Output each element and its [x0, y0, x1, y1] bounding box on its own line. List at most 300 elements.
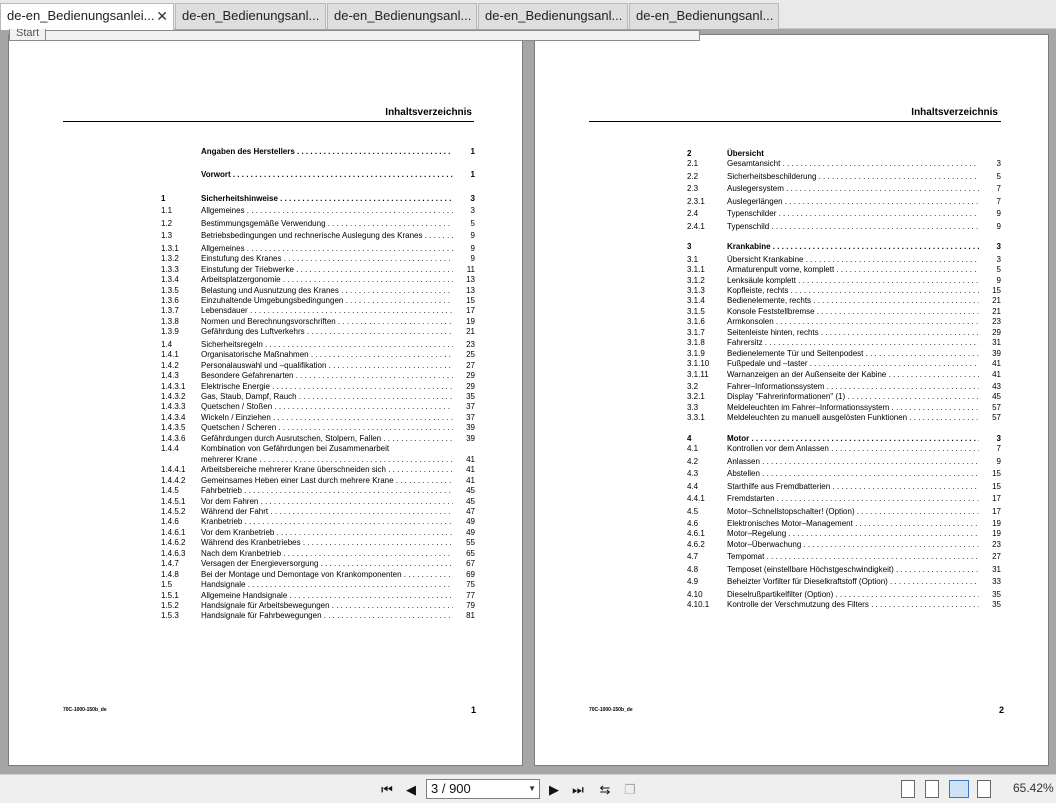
toc-title: Meldeleuchten im Fahrer–Informationssystem . . . [727, 402, 979, 413]
toc-entry [687, 264, 1001, 275]
chevron-down-icon[interactable]: ▼ [528, 784, 536, 793]
toc-number: 2.1 [687, 159, 699, 169]
header-rule [63, 121, 474, 122]
toc-entry [687, 158, 1001, 169]
toc-title: Kontrolle der Verschmutzung des Filters . . . [727, 599, 979, 610]
toc-entry [161, 316, 475, 327]
toc-number: 3.3.1 [687, 413, 705, 423]
toc-title: Allgemeines . . . [201, 205, 453, 216]
toc-number: 4.6.1 [687, 529, 705, 539]
tab-label: de-en_Bedienungsanl... [636, 8, 774, 23]
toc-title: Tempomat . . . [727, 551, 979, 562]
toc-number: 4.5 [687, 506, 699, 516]
toc-entry [687, 443, 1001, 454]
toc-title: Bestimmungsgemäße Verwendung . . . [201, 218, 453, 229]
toc-page: 37 [466, 402, 475, 412]
toc-entry [687, 564, 1001, 575]
toc-number: 1.4.5.2 [161, 506, 186, 516]
toc-number: 1.3.3 [161, 264, 179, 274]
toc-page: 57 [992, 413, 1001, 423]
tab-label: de-en_Bedienungsanlei... [7, 8, 155, 23]
toc-title: Versagen der Energieversorgung . . . [201, 558, 453, 569]
toc-list [687, 148, 1001, 618]
toc-entry [161, 558, 475, 569]
toc-entry [161, 454, 475, 465]
toc-number: 2.4.1 [687, 221, 705, 231]
toc-page: 27 [466, 360, 475, 370]
toc-number: 3.1.11 [687, 369, 709, 379]
toc-entry [687, 551, 1001, 562]
single-page-icon[interactable] [901, 780, 915, 798]
toc-entry [687, 369, 1001, 380]
toc-list [161, 146, 475, 626]
close-icon[interactable]: ✕ [156, 8, 168, 24]
toc-number: 1.3 [161, 231, 173, 241]
toc-number: 1.3.1 [161, 243, 179, 253]
toc-page: 17 [992, 494, 1001, 504]
toc-entry [161, 569, 475, 580]
toc-entry [161, 193, 475, 204]
toc-title: Übersicht Krankabine . . . [727, 254, 979, 265]
continuous-icon[interactable] [925, 780, 939, 798]
toc-number: 1.4.6.2 [161, 538, 186, 548]
toc-entry [161, 339, 475, 350]
document-viewport[interactable] [0, 29, 1056, 774]
toc-title: Fahrbetrieb . . . [201, 485, 453, 496]
toc-entry [687, 539, 1001, 550]
toc-page: 23 [992, 317, 1001, 327]
toc-entry [161, 205, 475, 216]
toc-title: Bedienelemente, rechts . . . [727, 295, 979, 306]
toc-entry [687, 412, 1001, 423]
toc-entry [687, 518, 1001, 529]
toc-number: 1.4.8 [161, 569, 179, 579]
prev-page-icon[interactable]: ◀ [406, 782, 416, 797]
toc-number: 1.3.8 [161, 316, 179, 326]
toc-title: mehrerer Krane . . . [201, 454, 453, 465]
toc-entry [687, 221, 1001, 232]
toc-page: 21 [992, 306, 1001, 316]
toc-title: Sicherheitsregeln . . . [201, 339, 453, 350]
document-page-1 [8, 34, 523, 766]
toc-title: Lenksäule komplett . . . [727, 275, 979, 286]
toc-entry [161, 610, 475, 621]
toc-page: 33 [992, 577, 1001, 587]
start-strip [44, 30, 700, 41]
toc-entry [687, 481, 1001, 492]
toc-title: Sicherheitsbeschilderung . . . [727, 171, 979, 182]
toc-number: 1.4.5 [161, 486, 179, 496]
toc-entry [161, 169, 475, 180]
toc-title: Personalauswahl und –qualifikation . . . [201, 360, 453, 371]
toc-entry [161, 326, 475, 337]
toc-title: Motor–Schnellstopschalter! (Option) . . . [727, 506, 979, 517]
toc-page: 31 [992, 564, 1001, 574]
toc-title: Wickeln / Einziehen . . . [201, 412, 453, 423]
toc-entry [687, 295, 1001, 306]
toc-entry [161, 485, 475, 496]
copy-icon[interactable]: ❐ [624, 782, 636, 797]
toc-title: Normen und Berechnungsvorschriften . . . [201, 316, 453, 327]
toc-number: 2 [687, 149, 692, 158]
toc-number: 2.2 [687, 171, 699, 181]
toc-page: 9 [996, 221, 1001, 231]
toc-entry [161, 146, 475, 157]
toc-entry [687, 316, 1001, 327]
page-number: 1 [470, 705, 476, 715]
toc-number: 3.1.9 [687, 348, 705, 358]
toc-title: Nach dem Kranbetrieb . . . [201, 548, 453, 559]
toc-title: Arbeitsbereiche mehrerer Krane überschneiden sich . . . [201, 464, 453, 475]
toc-title: Einstufung des Kranes . . . [201, 253, 453, 264]
toc-page: 9 [996, 209, 1001, 219]
toc-entry [687, 528, 1001, 539]
tab-label: de-en_Bedienungsanl... [334, 8, 472, 23]
page-header: Inhaltsverzeichnis [385, 107, 472, 118]
toc-entry [161, 264, 475, 275]
toc-number: 1.5.2 [161, 601, 179, 610]
toc-page: 39 [466, 433, 475, 443]
toc-page: 27 [992, 552, 1001, 562]
toc-number: 3.1.2 [687, 275, 705, 285]
rotate-icon[interactable]: ⇆ [599, 782, 611, 797]
toc-page: 9 [470, 254, 475, 264]
toc-number: 3.1.6 [687, 317, 705, 327]
toc-entry [687, 241, 1001, 252]
toc-page: 41 [466, 475, 475, 485]
toc-number: 1.4.6 [161, 517, 179, 527]
toc-page: 5 [470, 218, 475, 228]
toc-title: Kombination von Gefährdungen bei Zusammenarbeit [201, 444, 390, 454]
toc-title: Organisatorische Maßnahmen . . . [201, 349, 453, 360]
toc-entry [687, 196, 1001, 207]
toc-entry [161, 516, 475, 527]
toc-page: 17 [466, 306, 475, 316]
toc-title: Während des Kranbetriebes . . . [201, 537, 453, 548]
page-number: 2 [998, 705, 1004, 715]
toc-page: 57 [992, 402, 1001, 412]
toc-title: Typenschild . . . [727, 221, 979, 232]
page-number-input[interactable] [426, 779, 540, 799]
zoom-level[interactable]: 65.42% [1013, 781, 1054, 795]
toc-title: Bei der Montage und Demontage von Krankomponenten . . . [201, 569, 453, 580]
toc-entry [687, 391, 1001, 402]
toc-number: 4.2 [687, 456, 699, 466]
toc-number: 3.3 [687, 402, 699, 412]
toc-page: 19 [992, 529, 1001, 539]
toc-title: Meldeleuchten zu manuell ausgelösten Funktionen . . . [727, 412, 979, 423]
toc-title: Fahrer–Informationssystem . . . [727, 381, 979, 392]
toc-entry [161, 527, 475, 538]
toc-title: Motor–Überwachung . . . [727, 539, 979, 550]
toc-number: 4.4 [687, 481, 699, 491]
toc-number: 1.4.3.5 [161, 423, 186, 433]
toc-entry [161, 274, 475, 285]
toc-page: 15 [466, 295, 475, 305]
toc-entry [161, 305, 475, 316]
toc-entry [161, 401, 475, 412]
next-page-icon[interactable]: ▶ [549, 782, 559, 797]
toc-entry [687, 285, 1001, 296]
toc-page: 1 [470, 170, 475, 180]
toc-title: Sicherheitshinweise . . . [201, 193, 453, 204]
toc-page: 11 [466, 264, 475, 274]
toc-page: 67 [466, 559, 475, 569]
toc-page: 37 [466, 412, 475, 422]
toc-page: 3 [470, 206, 475, 216]
toc-entry [161, 422, 475, 433]
toc-page: 19 [466, 316, 475, 326]
start-bookmark[interactable]: Start [9, 29, 46, 41]
toc-entry [687, 589, 1001, 600]
toc-title: Auslegersystem . . . [727, 183, 979, 194]
toc-page: 17 [992, 506, 1001, 516]
toc-number: 4.6.2 [687, 539, 705, 549]
page-display: 3 / 900 [431, 781, 471, 796]
toc-entry [161, 295, 475, 306]
toc-title: Fremdstarten . . . [727, 493, 979, 504]
toc-entry [161, 230, 475, 241]
toc-page: 35 [992, 589, 1001, 599]
page-header: Inhaltsverzeichnis [911, 107, 998, 118]
toc-number: 1.1 [161, 206, 173, 216]
toc-entry [687, 493, 1001, 504]
toc-number: 3.2.1 [687, 392, 705, 402]
toc-entry [687, 183, 1001, 194]
toc-title: Gemeinsames Heben einer Last durch mehrere Krane . . . [201, 475, 453, 486]
toc-number: 1.4.6.1 [161, 527, 186, 537]
toc-entry [161, 506, 475, 517]
toc-page: 81 [466, 611, 475, 621]
toc-page: 19 [992, 518, 1001, 528]
toc-title: Lebensdauer . . . [201, 305, 453, 316]
toc-entry [161, 243, 475, 254]
toc-page: 3 [996, 254, 1001, 264]
toc-entry [161, 370, 475, 381]
toc-entry [161, 443, 475, 454]
toc-title: Betriebsbedingungen und rechnerische Auslegung des Kranes . . . [201, 230, 453, 241]
two-page-icon[interactable] [949, 780, 969, 798]
tab-2[interactable] [175, 3, 326, 29]
toc-entry [161, 537, 475, 548]
toc-number: 1.4.7 [161, 559, 179, 569]
toc-title: Gesamtansicht . . . [727, 158, 979, 169]
toc-title: Fußpedale und –taster . . . [727, 358, 979, 369]
toc-number: 3.1.5 [687, 306, 705, 316]
toc-entry [687, 433, 1001, 444]
toc-number: 1.3.4 [161, 275, 179, 285]
toc-title: Angaben des Herstellers . . . [201, 146, 453, 157]
toc-page: 3 [996, 242, 1001, 252]
toc-entry [687, 148, 1001, 159]
toc-title: Einzuhaltende Umgebungsbedingungen . . . [201, 295, 453, 306]
toc-title: Elektrische Energie . . . [201, 381, 453, 392]
toc-page: 7 [996, 444, 1001, 454]
toc-page: 45 [466, 486, 475, 496]
toc-number: 1.4.6.3 [161, 548, 186, 558]
toc-entry [687, 381, 1001, 392]
toc-number: 4.8 [687, 564, 699, 574]
toc-title: Vor dem Kranbetrieb . . . [201, 527, 453, 538]
toc-title: Handsignale für Arbeitsbewegungen . . . [201, 600, 453, 611]
toc-number: 3.1.3 [687, 285, 705, 295]
toc-title: Kranbetrieb . . . [201, 516, 453, 527]
toc-entry [161, 218, 475, 229]
toc-page: 25 [466, 350, 475, 360]
fit-icon[interactable] [977, 780, 991, 798]
toc-title: Gefährdungen durch Ausrutschen, Stolpern, Fallen . . . [201, 433, 453, 444]
toc-title: Warnanzeigen an der Außenseite der Kabine . . . [727, 369, 979, 380]
toc-entry [161, 381, 475, 392]
toc-page: 21 [466, 327, 475, 337]
toc-number: 3.1.10 [687, 359, 710, 369]
toc-page: 9 [470, 243, 475, 253]
tab-4[interactable] [478, 3, 628, 29]
toc-entry [687, 348, 1001, 359]
toc-number: 4.1 [687, 444, 699, 454]
toc-page: 13 [466, 285, 475, 295]
toc-entry [687, 358, 1001, 369]
toc-title: Handsignale . . . [201, 579, 453, 590]
toc-title: Gefährdung des Luftverkehrs . . . [201, 326, 453, 337]
toc-title: Motor . . . [727, 433, 979, 444]
toc-page: 39 [466, 423, 475, 433]
toc-page: 47 [466, 506, 475, 516]
toc-entry [161, 464, 475, 475]
toc-title: Abstellen . . . [727, 468, 979, 479]
toc-title: Gas, Staub, Dampf, Rauch . . . [201, 391, 453, 402]
toc-entry [687, 402, 1001, 413]
tab-label: de-en_Bedienungsanl... [485, 8, 623, 23]
toc-page: 41 [992, 359, 1001, 369]
toc-number: 1.4 [161, 339, 173, 349]
toc-entry [687, 254, 1001, 265]
toc-number: 3.1.8 [687, 338, 705, 348]
toc-page: 7 [996, 184, 1001, 194]
toc-page: 29 [466, 381, 475, 391]
toc-page: 15 [992, 481, 1001, 491]
toc-number: 1.3.6 [161, 295, 179, 305]
toc-page: 29 [466, 371, 475, 381]
toc-number: 4.7 [687, 552, 699, 562]
toc-page: 31 [992, 338, 1001, 348]
toc-number: 1.2 [161, 218, 173, 228]
toc-number: 1.4.3.1 [161, 381, 186, 391]
toc-number: 1.5.3 [161, 611, 179, 621]
footer-code: 70C-1000-150b_de [63, 707, 107, 713]
toc-number: 1.5.1 [161, 590, 179, 600]
toc-page: 5 [996, 171, 1001, 181]
toc-number: 4.6 [687, 518, 699, 528]
toc-entry [161, 579, 475, 590]
toc-number: 3.1.1 [687, 265, 705, 275]
toc-page: 39 [992, 348, 1001, 358]
toc-number: 2.3.1 [687, 196, 705, 206]
toc-title: Beheizter Vorfilter für Dieselkraftstoff (Option) . . . [727, 576, 979, 587]
first-page-icon[interactable]: ⏮ [381, 782, 393, 797]
toc-page: 41 [992, 369, 1001, 379]
toc-title: Vor dem Fahren . . . [201, 496, 453, 507]
toc-page: 45 [466, 496, 475, 506]
toc-entry [687, 327, 1001, 338]
toc-title: Übersicht [727, 149, 764, 158]
toc-number: 3.1.7 [687, 327, 705, 337]
toc-page: 21 [992, 296, 1001, 306]
toc-entry [687, 576, 1001, 587]
toc-number: 1.3.2 [161, 254, 179, 264]
toc-page: 77 [466, 590, 475, 600]
toc-page: 3 [996, 159, 1001, 169]
toc-title: Allgemeines . . . [201, 243, 453, 254]
toc-entry [687, 337, 1001, 348]
toc-title: Kontrollen vor dem Anlassen . . . [727, 443, 979, 454]
toc-entry [687, 275, 1001, 286]
last-page-icon[interactable]: ⏭ [572, 782, 584, 797]
toc-number: 2.4 [687, 209, 699, 219]
toc-number: 4 [687, 433, 692, 443]
toc-title: Elektronisches Motor–Management . . . [727, 518, 979, 529]
toc-page: 15 [992, 469, 1001, 479]
toc-title: Arbeitsplatzergonomie . . . [201, 274, 453, 285]
toc-page: 45 [992, 392, 1001, 402]
toc-title: Bedienelemente Tür und Seitenpodest . . . [727, 348, 979, 359]
toc-page: 9 [470, 231, 475, 241]
toc-entry [687, 171, 1001, 182]
toc-number: 4.9 [687, 577, 699, 587]
toc-title: Typenschilder . . . [727, 208, 979, 219]
toc-number: 1.4.3.4 [161, 412, 186, 422]
footer-code: 70C-1000-150b_de [589, 707, 633, 713]
toc-page: 5 [996, 265, 1001, 275]
toc-title: Seitenleiste hinten, rechts . . . [727, 327, 979, 338]
toc-entry [161, 496, 475, 507]
toc-number: 4.4.1 [687, 494, 705, 504]
tab-5[interactable] [629, 3, 779, 29]
toc-entry [161, 548, 475, 559]
toc-page: 35 [466, 392, 475, 401]
toc-page: 41 [466, 465, 475, 475]
toc-number: 1.4.2 [161, 360, 179, 370]
toc-entry [687, 468, 1001, 479]
toc-title: Krankabine . . . [727, 241, 979, 252]
tab-label: de-en_Bedienungsanl... [182, 8, 320, 23]
toc-number: 1.3.7 [161, 306, 179, 316]
toc-entry [161, 433, 475, 444]
toc-entry [687, 599, 1001, 610]
toc-title: Dieselrußpartikelfilter (Option) . . . [727, 589, 979, 600]
toc-number: 3.2 [687, 382, 699, 391]
toc-page: 7 [996, 196, 1001, 206]
toc-number: 1 [161, 193, 166, 203]
toc-page: 9 [996, 456, 1001, 466]
toc-title: Auslegerlängen . . . [727, 196, 979, 207]
toc-number: 1.5 [161, 580, 173, 590]
toc-number: 1.4.4 [161, 444, 179, 454]
toc-number: 1.4.3 [161, 371, 179, 381]
toc-entry [161, 590, 475, 601]
toc-number: 1.4.1 [161, 350, 179, 360]
tab-1[interactable] [0, 3, 174, 30]
toc-page: 23 [466, 339, 475, 349]
toc-title: Kopfleiste, rechts . . . [727, 285, 979, 296]
tab-3[interactable] [327, 3, 477, 29]
toc-number: 1.4.4.2 [161, 475, 186, 485]
toc-number: 1.4.3.3 [161, 402, 186, 412]
toc-number: 1.4.3.6 [161, 433, 186, 443]
toc-title: Motor–Regelung . . . [727, 528, 979, 539]
toc-title: Konsole Feststellbremse . . . [727, 306, 979, 317]
toc-number: 1.4.5.1 [161, 496, 186, 506]
